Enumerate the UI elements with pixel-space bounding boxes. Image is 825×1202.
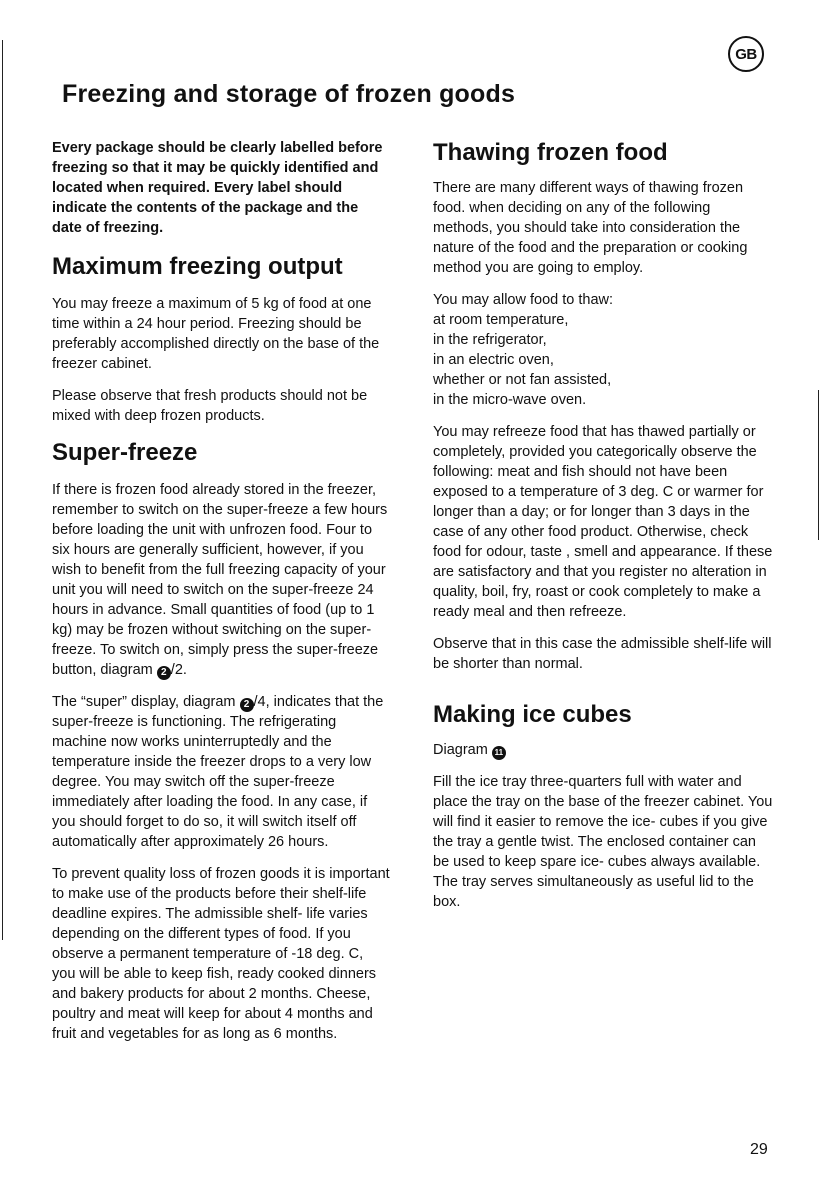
thawing-paragraph-1: There are many different ways of thawing frozen food. when deciding on any of the following methods, you should take into consideration the nature of the food and the preparation or cooking method you are going to employ. [433, 180, 748, 276]
list-item: in an electric oven, [433, 352, 554, 368]
max-freezing-heading: Maximum freezing output [52, 253, 343, 280]
ice-cubes-paragraph: Fill the ice tray three-quarters full with water and place the tray on the base of the freezer cabinet. You will find it easier to remove the ice- cubes if you give the tray a gentle twist. The enclosed container can be used to keep spare ice- cubes always available. The tray serves simultaneously as useful lid to the box. [433, 774, 773, 910]
super-freeze-paragraph-1 [52, 480, 390, 680]
shelf-life-paragraph: To prevent quality loss of frozen goods it is important to make use of the products before their shelf-life deadline expires. The admissible shelf- life varies depending on the different types of food. If you observe a permanent temperature of -18 deg. C, you will be able to keep fish, ready cooked dinners and bakery products for about 2 months. Cheese, poultry and meat will keep for about 4 months and fruit and vegetables for as long as 6 months. [52, 866, 390, 1042]
thawing-heading: Thawing frozen food [433, 139, 668, 166]
refreeze-paragraph: You may refreeze food that has thawed partially or completely, provided you categorically observe the following: meat and fish should not have been exposed to a temperature of 3 deg. C or warmer for longer than a day; or for longer than 3 days in the case of any other food product. Otherwise, check food for odour, taste , smell and appearance. If these are satisfactory and that you register no alteration in quality, boil, fry, roast or cook completely to make a ready meal and then refreeze. [433, 424, 773, 620]
list-item: in the micro-wave oven. [433, 392, 587, 408]
max-freezing-paragraph-2: Please observe that fresh products should not be mixed with deep frozen products. [52, 388, 368, 424]
diagram-number-icon: 11 [492, 746, 506, 760]
thawing-methods-list [433, 290, 773, 410]
left-margin-line [2, 40, 3, 940]
diagram-number-icon: 2 [240, 698, 254, 712]
ice-diagram-reference [433, 740, 773, 760]
diagram-number-icon: 2 [157, 666, 171, 680]
super-freeze-paragraph-2 [52, 692, 390, 852]
right-margin-line [818, 390, 819, 540]
super-freeze-text-1b: /2. [170, 662, 187, 678]
list-item: You may allow food to thaw: [433, 292, 614, 308]
left-column [52, 138, 390, 1056]
right-column [433, 138, 773, 924]
refreeze-note: Observe that in this case the admissible shelf-life will be shorter than normal. [433, 636, 772, 672]
ice-cubes-heading: Making ice cubes [433, 701, 632, 728]
labelling-intro: Every package should be clearly labelled before freezing so that it may be quickly identified and located when required. Every label should indicate the contents of the package and the date of freezing. [52, 140, 383, 236]
page-title: Freezing and storage of frozen goods [62, 80, 516, 108]
max-freezing-paragraph-1: You may freeze a maximum of 5 kg of food at one time within a 24 hour period. Freezing should be preferably accomplished directly on the base of the freezer cabinet. [52, 296, 380, 372]
super-freeze-text-1a: If there is frozen food already stored in the freezer, remember to switch on the super-freeze a few hours before loading the unit with unfrozen food. Four to six hours are generally sufficient, however, if you wish to benefit from the full freezing capacity of your unit you will need to switch on the super-freeze 24 hours in advance. Small quantities of food (up to 1 kg) may be frozen without switching on the super-freeze. To switch on, simply press the super-freeze button, diagram [52, 482, 388, 678]
super-freeze-heading: Super-freeze [52, 439, 198, 466]
list-item: in the refrigerator, [433, 332, 547, 348]
list-item: whether or not fan assisted, [433, 372, 612, 388]
page-number: 29 [750, 1141, 768, 1158]
super-freeze-text-2b: /4, indicates that the super-freeze is functioning. The refrigerating machine now works uninterruptedly and the temperature inside the freezer drops to a very low degree. You may switch off the super-freeze immediately after loading the food. In any case, if you should forget to do so, it will switch itself off automatically after approximately 26 hours. [52, 694, 384, 850]
list-item: at room temperature, [433, 312, 569, 328]
country-badge: GB [728, 36, 764, 72]
diagram-label: Diagram [433, 742, 488, 758]
super-freeze-text-2a: The “super” display, diagram [52, 694, 236, 710]
